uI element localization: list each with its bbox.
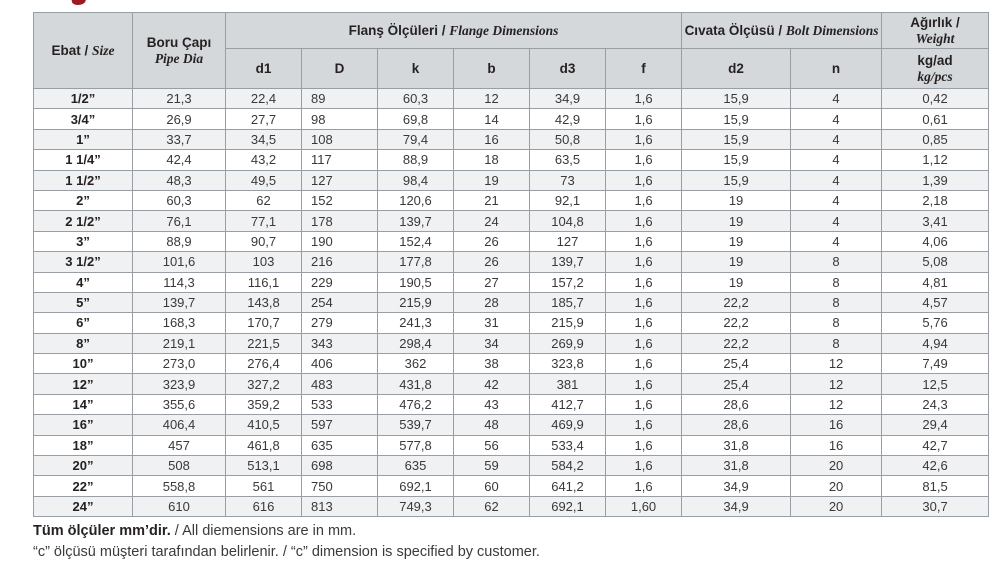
col-header-D: D (302, 49, 378, 89)
pipe_dia-cell: 60,3 (133, 190, 226, 210)
k-cell: 177,8 (378, 252, 454, 272)
d1-cell: 49,5 (226, 170, 302, 190)
n-cell: 16 (791, 415, 882, 435)
size-cell: 14” (34, 394, 133, 414)
d3-cell: 215,9 (530, 313, 606, 333)
pipe_dia-cell: 355,6 (133, 394, 226, 414)
pipe_dia-cell: 42,4 (133, 150, 226, 170)
group-header-flange-en: Flange Dimensions (449, 22, 559, 38)
f-cell: 1,6 (606, 435, 682, 455)
d2-cell: 22,2 (682, 313, 791, 333)
group-header-bolt-tr: Cıvata Ölçüsü / (684, 22, 783, 38)
header-row-groups (34, 13, 989, 49)
table-row (34, 190, 989, 210)
D-cell: 750 (302, 476, 378, 496)
weight_kg_pcs-cell: 42,7 (882, 435, 989, 455)
d1-cell: 561 (226, 476, 302, 496)
footnote-units-tr: Tüm ölçüler mm’dir. (33, 523, 171, 539)
size-cell: 2” (34, 190, 133, 210)
d1-cell: 616 (226, 496, 302, 516)
d1-cell: 116,1 (226, 272, 302, 292)
n-cell: 12 (791, 394, 882, 414)
b-cell: 14 (454, 109, 530, 129)
table-row (34, 211, 989, 231)
d2-cell: 22,2 (682, 333, 791, 353)
k-cell: 79,4 (378, 129, 454, 149)
col-header-weight-tr: Ağırlık / (910, 14, 960, 30)
weight_kg_pcs-cell: 4,57 (882, 292, 989, 312)
d2-cell: 19 (682, 211, 791, 231)
size-cell: 1 1/4” (34, 150, 133, 170)
d2-cell: 19 (682, 231, 791, 251)
b-cell: 26 (454, 231, 530, 251)
size-cell: 1 1/2” (34, 170, 133, 190)
k-cell: 635 (378, 456, 454, 476)
weight_kg_pcs-cell: 1,12 (882, 150, 989, 170)
size-cell: 20” (34, 456, 133, 476)
pipe_dia-cell: 21,3 (133, 89, 226, 109)
col-header-b: b (454, 49, 530, 89)
d3-cell: 157,2 (530, 272, 606, 292)
b-cell: 28 (454, 292, 530, 312)
f-cell: 1,6 (606, 190, 682, 210)
n-cell: 8 (791, 333, 882, 353)
n-cell: 20 (791, 476, 882, 496)
d1-cell: 327,2 (226, 374, 302, 394)
k-cell: 88,9 (378, 150, 454, 170)
d3-cell: 692,1 (530, 496, 606, 516)
pipe_dia-cell: 114,3 (133, 272, 226, 292)
col-header-pipe-dia-tr: Boru Çapı (146, 34, 212, 50)
pipe_dia-cell: 558,8 (133, 476, 226, 496)
n-cell: 20 (791, 496, 882, 516)
D-cell: 89 (302, 89, 378, 109)
d1-cell: 27,7 (226, 109, 302, 129)
table-row (34, 252, 989, 272)
f-cell: 1,6 (606, 109, 682, 129)
D-cell: 483 (302, 374, 378, 394)
D-cell: 635 (302, 435, 378, 455)
pipe_dia-cell: 26,9 (133, 109, 226, 129)
d2-cell: 28,6 (682, 394, 791, 414)
pipe_dia-cell: 33,7 (133, 129, 226, 149)
col-header-weight-en: Weight (915, 30, 955, 46)
k-cell: 577,8 (378, 435, 454, 455)
k-cell: 98,4 (378, 170, 454, 190)
d2-cell: 22,2 (682, 292, 791, 312)
n-cell: 8 (791, 313, 882, 333)
col-header-pipe-dia (133, 13, 226, 89)
size-cell: 16” (34, 415, 133, 435)
b-cell: 62 (454, 496, 530, 516)
d1-cell: 170,7 (226, 313, 302, 333)
pipe_dia-cell: 48,3 (133, 170, 226, 190)
footnotes (33, 521, 983, 563)
d2-cell: 15,9 (682, 129, 791, 149)
n-cell: 4 (791, 109, 882, 129)
table-row (34, 170, 989, 190)
n-cell: 20 (791, 456, 882, 476)
table-row (34, 476, 989, 496)
weight_kg_pcs-cell: 81,5 (882, 476, 989, 496)
group-header-flange-dimensions (226, 13, 682, 49)
pipe_dia-cell: 219,1 (133, 333, 226, 353)
k-cell: 692,1 (378, 476, 454, 496)
b-cell: 43 (454, 394, 530, 414)
table-row (34, 435, 989, 455)
b-cell: 31 (454, 313, 530, 333)
n-cell: 4 (791, 170, 882, 190)
f-cell: 1,6 (606, 211, 682, 231)
footnote-units (33, 521, 983, 542)
n-cell: 4 (791, 150, 882, 170)
b-cell: 24 (454, 211, 530, 231)
group-header-bolt-en: Bolt Dimensions (785, 22, 879, 38)
col-header-weight-unit-en: kg/pcs (917, 68, 953, 84)
d2-cell: 19 (682, 252, 791, 272)
f-cell: 1,6 (606, 313, 682, 333)
f-cell: 1,6 (606, 415, 682, 435)
D-cell: 178 (302, 211, 378, 231)
b-cell: 34 (454, 333, 530, 353)
col-header-weight-unit-tr: kg/ad (917, 52, 953, 68)
col-header-k: k (378, 49, 454, 89)
table-row (34, 415, 989, 435)
table-row (34, 313, 989, 333)
table-row (34, 231, 989, 251)
weight_kg_pcs-cell: 3,41 (882, 211, 989, 231)
f-cell: 1,6 (606, 394, 682, 414)
k-cell: 431,8 (378, 374, 454, 394)
table-row (34, 456, 989, 476)
table-row (34, 394, 989, 414)
n-cell: 4 (791, 211, 882, 231)
col-header-weight-unit (882, 49, 989, 89)
size-cell: 22” (34, 476, 133, 496)
b-cell: 38 (454, 354, 530, 374)
col-header-f: f (606, 49, 682, 89)
table-row (34, 374, 989, 394)
b-cell: 26 (454, 252, 530, 272)
weight_kg_pcs-cell: 4,94 (882, 333, 989, 353)
d1-cell: 77,1 (226, 211, 302, 231)
D-cell: 813 (302, 496, 378, 516)
f-cell: 1,6 (606, 374, 682, 394)
pipe_dia-cell: 76,1 (133, 211, 226, 231)
d3-cell: 73 (530, 170, 606, 190)
table-row (34, 354, 989, 374)
weight_kg_pcs-cell: 42,6 (882, 456, 989, 476)
size-cell: 8” (34, 333, 133, 353)
d2-cell: 25,4 (682, 354, 791, 374)
d2-cell: 34,9 (682, 476, 791, 496)
n-cell: 12 (791, 354, 882, 374)
D-cell: 533 (302, 394, 378, 414)
b-cell: 59 (454, 456, 530, 476)
D-cell: 117 (302, 150, 378, 170)
col-header-pipe-dia-en: Pipe Dia (154, 50, 204, 66)
col-header-weight (882, 13, 989, 49)
d1-cell: 90,7 (226, 231, 302, 251)
b-cell: 19 (454, 170, 530, 190)
group-header-flange-tr: Flanş Ölçüleri / (348, 22, 446, 38)
d3-cell: 641,2 (530, 476, 606, 496)
n-cell: 4 (791, 190, 882, 210)
pipe_dia-cell: 88,9 (133, 231, 226, 251)
k-cell: 152,4 (378, 231, 454, 251)
size-cell: 4” (34, 272, 133, 292)
pipe_dia-cell: 273,0 (133, 354, 226, 374)
d3-cell: 139,7 (530, 252, 606, 272)
table-row (34, 333, 989, 353)
k-cell: 215,9 (378, 292, 454, 312)
table-row (34, 496, 989, 516)
d1-cell: 22,4 (226, 89, 302, 109)
weight_kg_pcs-cell: 1,39 (882, 170, 989, 190)
footnote-units-en: / All diemensions are in mm. (170, 523, 357, 539)
k-cell: 362 (378, 354, 454, 374)
b-cell: 18 (454, 150, 530, 170)
d3-cell: 323,8 (530, 354, 606, 374)
f-cell: 1,6 (606, 170, 682, 190)
pipe_dia-cell: 139,7 (133, 292, 226, 312)
d3-cell: 42,9 (530, 109, 606, 129)
size-cell: 6” (34, 313, 133, 333)
d2-cell: 15,9 (682, 150, 791, 170)
d1-cell: 221,5 (226, 333, 302, 353)
k-cell: 69,8 (378, 109, 454, 129)
D-cell: 98 (302, 109, 378, 129)
D-cell: 406 (302, 354, 378, 374)
pipe_dia-cell: 508 (133, 456, 226, 476)
n-cell: 16 (791, 435, 882, 455)
weight_kg_pcs-cell: 29,4 (882, 415, 989, 435)
f-cell: 1,6 (606, 292, 682, 312)
D-cell: 254 (302, 292, 378, 312)
f-cell: 1,6 (606, 333, 682, 353)
d3-cell: 412,7 (530, 394, 606, 414)
f-cell: 1,6 (606, 476, 682, 496)
d3-cell: 104,8 (530, 211, 606, 231)
d3-cell: 533,4 (530, 435, 606, 455)
table-body (34, 89, 989, 517)
d2-cell: 31,8 (682, 456, 791, 476)
size-cell: 1/2” (34, 89, 133, 109)
col-header-n: n (791, 49, 882, 89)
f-cell: 1,6 (606, 252, 682, 272)
f-cell: 1,6 (606, 89, 682, 109)
d3-cell: 34,9 (530, 89, 606, 109)
d2-cell: 31,8 (682, 435, 791, 455)
b-cell: 12 (454, 89, 530, 109)
n-cell: 8 (791, 292, 882, 312)
k-cell: 749,3 (378, 496, 454, 516)
size-cell: 1” (34, 129, 133, 149)
col-header-d1: d1 (226, 49, 302, 89)
weight_kg_pcs-cell: 5,08 (882, 252, 989, 272)
d3-cell: 381 (530, 374, 606, 394)
weight_kg_pcs-cell: 12,5 (882, 374, 989, 394)
D-cell: 216 (302, 252, 378, 272)
col-header-size-tr: Ebat / (51, 42, 89, 58)
size-cell: 3/4” (34, 109, 133, 129)
footnote-c-dimension: “c” ölçüsü müşteri tarafından belirlenir. / “c” dimension is specified by customer. (33, 544, 540, 560)
d1-cell: 34,5 (226, 129, 302, 149)
d1-cell: 43,2 (226, 150, 302, 170)
weight_kg_pcs-cell: 0,61 (882, 109, 989, 129)
weight_kg_pcs-cell: 0,85 (882, 129, 989, 149)
k-cell: 539,7 (378, 415, 454, 435)
pipe_dia-cell: 406,4 (133, 415, 226, 435)
d1-cell: 359,2 (226, 394, 302, 414)
d1-cell: 103 (226, 252, 302, 272)
d1-cell: 461,8 (226, 435, 302, 455)
weight_kg_pcs-cell: 7,49 (882, 354, 989, 374)
b-cell: 16 (454, 129, 530, 149)
col-header-size (34, 13, 133, 89)
f-cell: 1,60 (606, 496, 682, 516)
d2-cell: 19 (682, 272, 791, 292)
b-cell: 21 (454, 190, 530, 210)
k-cell: 190,5 (378, 272, 454, 292)
col-header-size-en: Size (92, 42, 115, 58)
weight_kg_pcs-cell: 2,18 (882, 190, 989, 210)
b-cell: 48 (454, 415, 530, 435)
D-cell: 698 (302, 456, 378, 476)
D-cell: 597 (302, 415, 378, 435)
group-header-bolt-dimensions (682, 13, 882, 49)
f-cell: 1,6 (606, 231, 682, 251)
d3-cell: 127 (530, 231, 606, 251)
n-cell: 4 (791, 129, 882, 149)
table-row (34, 272, 989, 292)
k-cell: 476,2 (378, 394, 454, 414)
d2-cell: 28,6 (682, 415, 791, 435)
D-cell: 343 (302, 333, 378, 353)
table-row (34, 109, 989, 129)
col-header-d2: d2 (682, 49, 791, 89)
col-header-d3: d3 (530, 49, 606, 89)
d1-cell: 143,8 (226, 292, 302, 312)
weight_kg_pcs-cell: 4,06 (882, 231, 989, 251)
b-cell: 56 (454, 435, 530, 455)
d3-cell: 269,9 (530, 333, 606, 353)
f-cell: 1,6 (606, 354, 682, 374)
b-cell: 60 (454, 476, 530, 496)
d1-cell: 410,5 (226, 415, 302, 435)
weight_kg_pcs-cell: 5,76 (882, 313, 989, 333)
f-cell: 1,6 (606, 129, 682, 149)
d2-cell: 19 (682, 190, 791, 210)
d1-cell: 513,1 (226, 456, 302, 476)
n-cell: 12 (791, 374, 882, 394)
d3-cell: 92,1 (530, 190, 606, 210)
size-cell: 3 1/2” (34, 252, 133, 272)
pipe_dia-cell: 101,6 (133, 252, 226, 272)
d2-cell: 25,4 (682, 374, 791, 394)
n-cell: 4 (791, 89, 882, 109)
k-cell: 120,6 (378, 190, 454, 210)
pipe_dia-cell: 323,9 (133, 374, 226, 394)
d1-cell: 276,4 (226, 354, 302, 374)
table-row (34, 150, 989, 170)
flange-dimensions-table (33, 12, 989, 517)
D-cell: 229 (302, 272, 378, 292)
f-cell: 1,6 (606, 272, 682, 292)
size-cell: 10” (34, 354, 133, 374)
weight_kg_pcs-cell: 24,3 (882, 394, 989, 414)
k-cell: 60,3 (378, 89, 454, 109)
D-cell: 127 (302, 170, 378, 190)
size-cell: 24” (34, 496, 133, 516)
table-row (34, 129, 989, 149)
d3-cell: 469,9 (530, 415, 606, 435)
D-cell: 190 (302, 231, 378, 251)
k-cell: 241,3 (378, 313, 454, 333)
f-cell: 1,6 (606, 456, 682, 476)
D-cell: 152 (302, 190, 378, 210)
n-cell: 4 (791, 231, 882, 251)
size-cell: 12” (34, 374, 133, 394)
weight_kg_pcs-cell: 0,42 (882, 89, 989, 109)
pipe_dia-cell: 610 (133, 496, 226, 516)
size-cell: 18” (34, 435, 133, 455)
k-cell: 298,4 (378, 333, 454, 353)
d2-cell: 15,9 (682, 170, 791, 190)
weight_kg_pcs-cell: 30,7 (882, 496, 989, 516)
b-cell: 42 (454, 374, 530, 394)
f-cell: 1,6 (606, 150, 682, 170)
d3-cell: 584,2 (530, 456, 606, 476)
size-cell: 3” (34, 231, 133, 251)
pipe_dia-cell: 168,3 (133, 313, 226, 333)
d2-cell: 34,9 (682, 496, 791, 516)
b-cell: 27 (454, 272, 530, 292)
d3-cell: 63,5 (530, 150, 606, 170)
table-row (34, 89, 989, 109)
D-cell: 279 (302, 313, 378, 333)
d2-cell: 15,9 (682, 109, 791, 129)
size-cell: 5” (34, 292, 133, 312)
d2-cell: 15,9 (682, 89, 791, 109)
table-row (34, 292, 989, 312)
weight_kg_pcs-cell: 4,81 (882, 272, 989, 292)
d3-cell: 185,7 (530, 292, 606, 312)
size-cell: 2 1/2” (34, 211, 133, 231)
k-cell: 139,7 (378, 211, 454, 231)
D-cell: 108 (302, 129, 378, 149)
cutoff-red-glyph (71, 0, 86, 6)
n-cell: 8 (791, 272, 882, 292)
d3-cell: 50,8 (530, 129, 606, 149)
n-cell: 8 (791, 252, 882, 272)
pipe_dia-cell: 457 (133, 435, 226, 455)
d1-cell: 62 (226, 190, 302, 210)
